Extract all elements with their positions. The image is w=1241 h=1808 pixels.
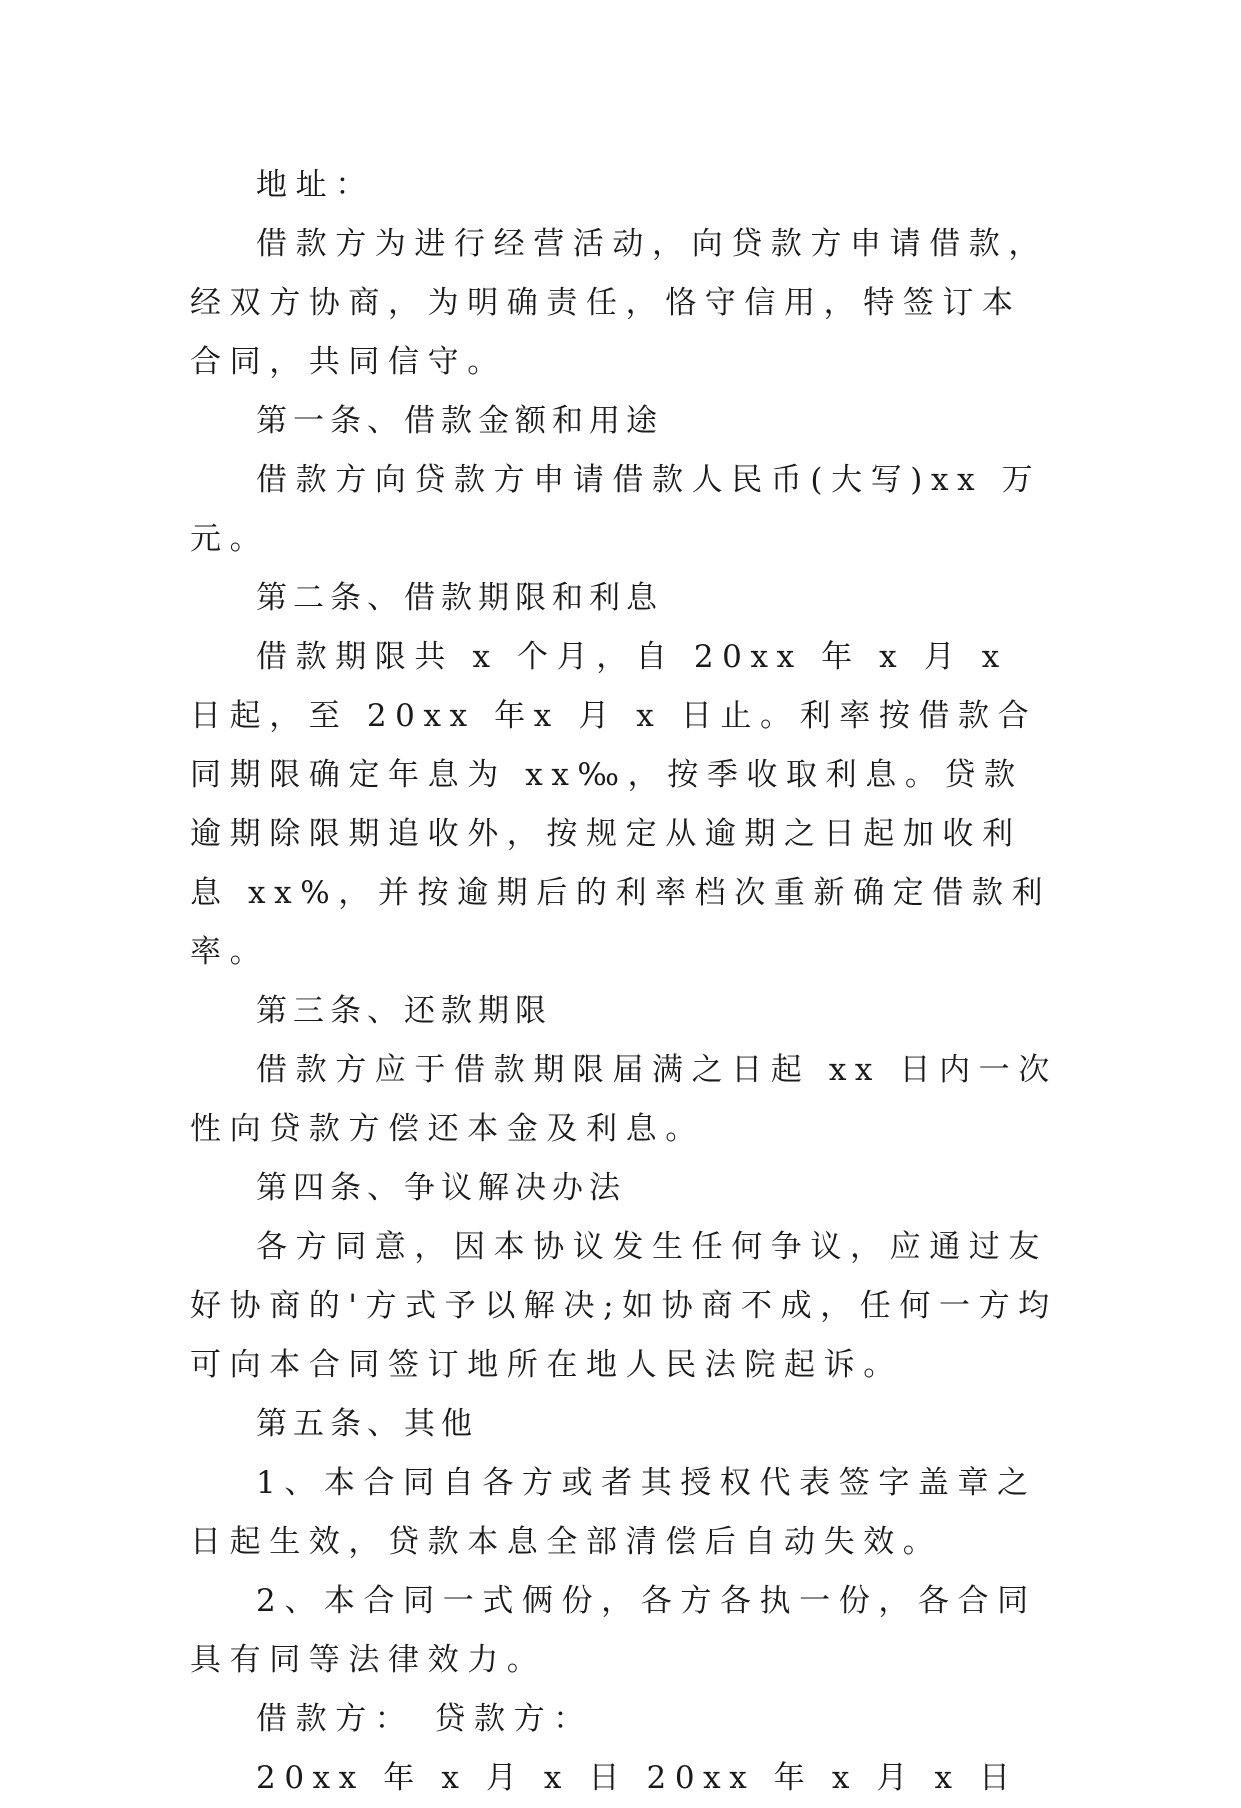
borrower-label: 借款方： [256,1701,415,1737]
article-4-heading: 第四条、争议解决办法 [256,1170,626,1206]
preamble-paragraph: 借款方为进行经营活动，向贷款方申请借款，经双方协商，为明确责任，恪守信用，特签订本合同，共同信守。 [190,226,1048,380]
article-2-paragraph: 借款期限共 x 个月，自 20xx 年 x 月 x 日起，至 20xx 年x 月 x 日止。利率按借款合同期限确定年息为 xx‰，按季收取利息。贷款逾期除限期追收外，按规定从逾期之日起加收利息 xx%，并按逾期后的利率档次重新确定借款利率。 [190,639,1052,970]
article-5-heading: 第五条、其他 [256,1406,478,1442]
borrower-date: 20xx 年 x 月 x 日 [256,1760,629,1796]
article-5-item-1: 1、本合同自各方或者其授权代表签字盖章之日起生效，贷款本息全部清偿后自动失效。 [190,1465,1037,1560]
article-3-paragraph: 借款方应于借款期限届满之日起 xx 日内一次性向贷款方偿还本金及利息。 [190,1052,1058,1147]
article-1-heading: 第一条、借款金额和用途 [256,403,663,439]
article-1-paragraph: 借款方向贷款方申请借款人民币(大写)xx 万元。 [190,462,1042,557]
lender-date: 20xx 年 x 月 x 日 [646,1760,1019,1796]
signature-row [190,1690,1060,1749]
address-line: 地址： [256,167,375,203]
article-4-paragraph: 各方同意，因本协议发生任何争议，应通过友好协商的'方式予以解决;如协商不成，任何一方均可向本合同签订地所在地人民法院起诉。 [190,1229,1058,1383]
lender-label: 贷款方： [434,1701,593,1737]
article-2-heading: 第二条、借款期限和利息 [256,580,663,616]
article-3-heading: 第三条、还款期限 [256,993,552,1029]
article-5-item-2: 2、本合同一式俩份，各方各执一份，各合同具有同等法律效力。 [190,1583,1037,1678]
contract-body [190,156,1060,1808]
date-row [190,1749,1060,1808]
